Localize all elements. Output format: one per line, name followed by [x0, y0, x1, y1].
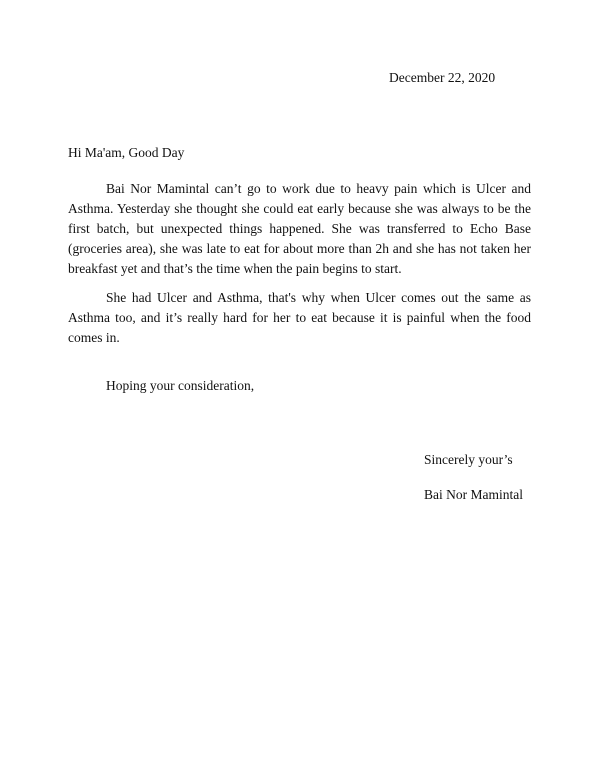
letter-paragraph: Bai Nor Mamintal can’t go to work due to heavy pain which is Ulcer and Asthma. Yesterday she thought she could eat early because she was always to be the first batch, but unexpected things happened. She was transferred to Echo Base (groceries area), she was late to eat for about more than 2h and she has not taken her breakfast yet and that’s the time when the pain begins to start.: [68, 181, 531, 276]
letter-closing: Hoping your consideration,: [106, 378, 255, 393]
signature-name: Bai Nor Mamintal: [424, 487, 523, 502]
letter-date: December 22, 2020: [389, 70, 496, 85]
letter-signoff: Sincerely your’s: [424, 452, 513, 467]
letter-paragraph: She had Ulcer and Asthma, that's why when Ulcer comes out the same as Asthma too, and it’s really hard for her to eat because it is painful when the food comes in.: [68, 290, 531, 345]
letter-greeting: Hi Ma'am, Good Day: [68, 145, 185, 160]
